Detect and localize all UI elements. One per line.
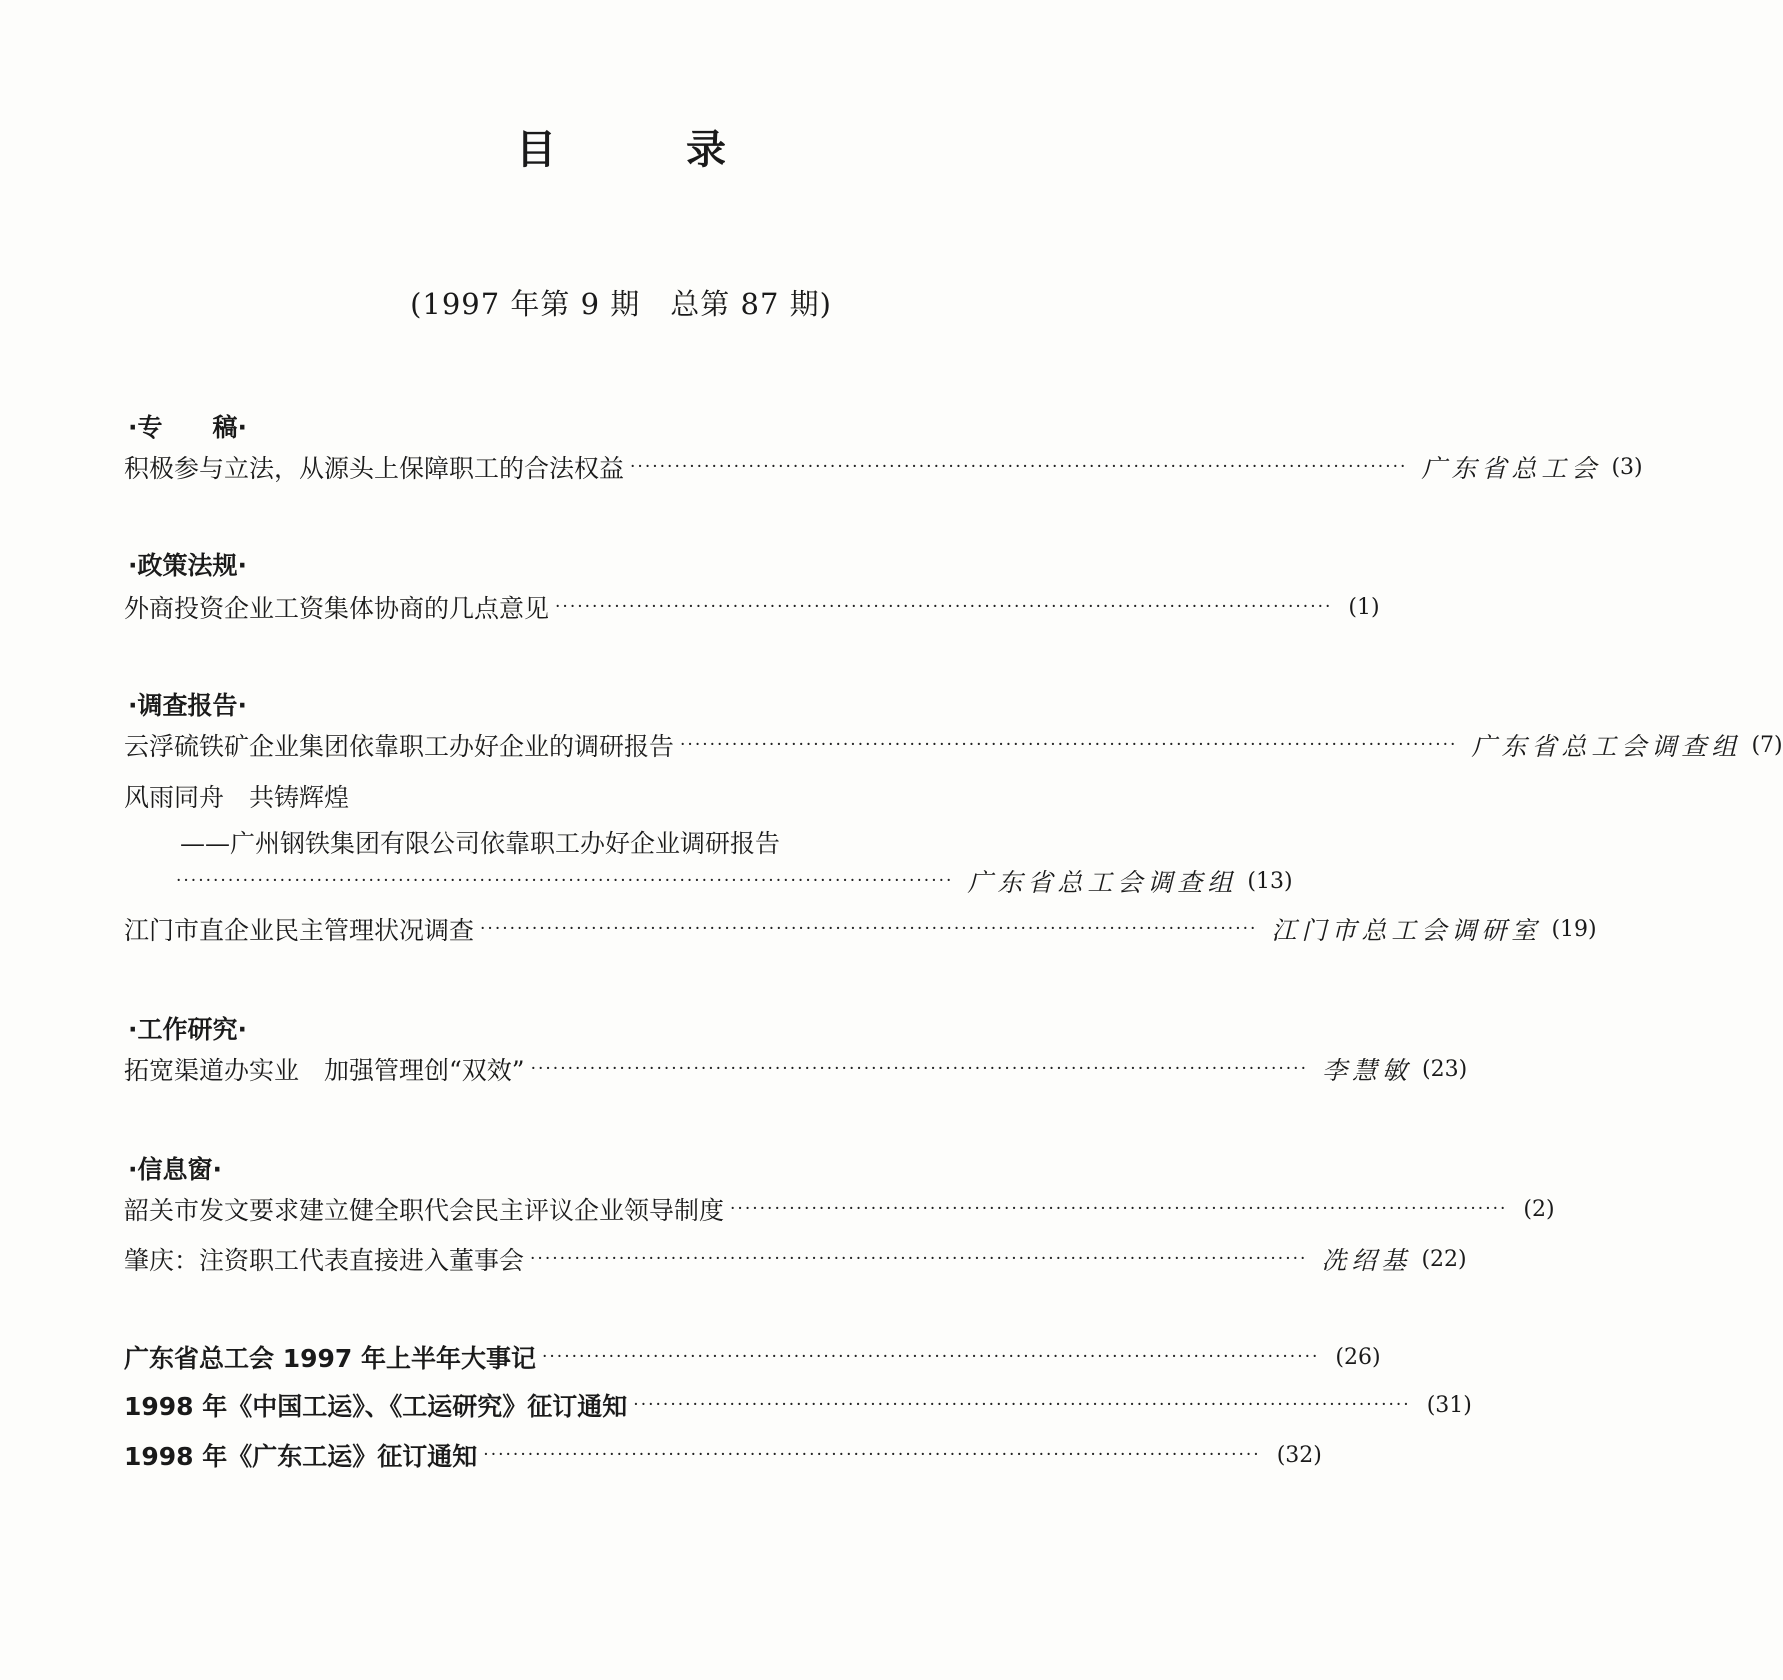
toc-entry-extra [124,1436,1322,1474]
entry-author: 广东省总工会调查组 [967,868,1238,897]
section-heading-survey: ·调查报告· [128,691,247,720]
entry-page: (31) [1426,1392,1472,1418]
issue-number: (1997 年第 9 期 总第 87 期) [410,287,832,321]
entry-page: (32) [1276,1442,1322,1468]
entry-title: 积极参与立法，从源头上保障职工的合法权益 [124,454,625,483]
section-heading-special: ·专 稿· [128,413,247,442]
section-heading-policy: ·政策法规· [128,551,247,580]
entry-title: 广东省总工会 1997 年上半年大事记 [124,1344,536,1373]
entry-page: (1) [1348,594,1380,620]
toc-entry-extra [124,1338,1381,1376]
entry-author: 李慧敏 [1321,1056,1412,1085]
entry-title-line1: 风雨同舟 共铸辉煌 [124,783,350,812]
entry-author: 江门市总工会调研室 [1271,916,1542,945]
dot-leader: ········································································································· [176,871,954,891]
toc-entry [124,726,1783,764]
page-title [0,118,1242,175]
entry-title: 外商投资企业工资集体协商的几点意见 [124,594,550,623]
entry-title: 云浮硫铁矿企业集团依靠职工办好企业的调研报告 [124,732,675,761]
toc-entry [124,1190,1555,1228]
entry-page: (22) [1421,1246,1467,1272]
dot-leader: ········································································································· [630,457,1408,477]
toc-entry [124,1240,1467,1278]
entry-title: 1998 年《广东工运》征订通知 [124,1442,478,1471]
dot-leader: ········································································································· [483,1445,1261,1465]
toc-entry [124,448,1643,486]
dot-leader: ········································································································· [480,919,1258,939]
entry-title: 江门市直企业民主管理状况调查 [124,916,475,945]
entry-subtitle: ——广州钢铁集团有限公司依靠职工办好企业调研报告 [180,829,781,858]
entry-page: (2) [1523,1196,1555,1222]
dot-leader: ········································································································· [530,1249,1308,1269]
toc-entry [124,588,1380,626]
entry-title: 拓宽渠道办实业 加强管理创“双效” [124,1056,525,1085]
dot-leader: ········································································································· [730,1199,1508,1219]
title-right-char: 录 [686,127,726,173]
section-heading-info: ·信息窗· [128,1155,222,1184]
entry-page: (19) [1551,916,1597,942]
entry-page: (3) [1611,454,1643,480]
dot-leader: ········································································································· [555,597,1333,617]
entry-page: (26) [1335,1344,1381,1370]
dot-leader: ········································································································· [542,1347,1320,1367]
entry-page: (7) [1751,732,1783,758]
entry-title: 1998 年《中国工运》、《工运研究》征订通知 [124,1392,628,1421]
entry-page: (23) [1422,1056,1468,1082]
toc-entry [124,910,1597,948]
entry-title: 肇庆：注资职工代表直接进入董事会 [124,1246,525,1275]
entry-author: 冼绍基 [1321,1246,1412,1275]
entry-author: 广东省总工会 [1421,454,1602,483]
dot-leader: ········································································································· [530,1059,1308,1079]
toc-entry-extra [124,1386,1472,1424]
entry-title: 韶关市发文要求建立健全职代会民主评议企业领导制度 [124,1196,725,1225]
entry-page: (13) [1247,868,1293,894]
toc-entry [124,1050,1468,1088]
title-left-char: 目 [516,127,556,173]
entry-author: 广东省总工会调查组 [1471,732,1742,761]
toc-entry-continuation [176,862,1293,900]
dot-leader: ········································································································· [680,735,1458,755]
section-heading-research: ·工作研究· [128,1015,247,1044]
dot-leader: ········································································································· [633,1395,1411,1415]
